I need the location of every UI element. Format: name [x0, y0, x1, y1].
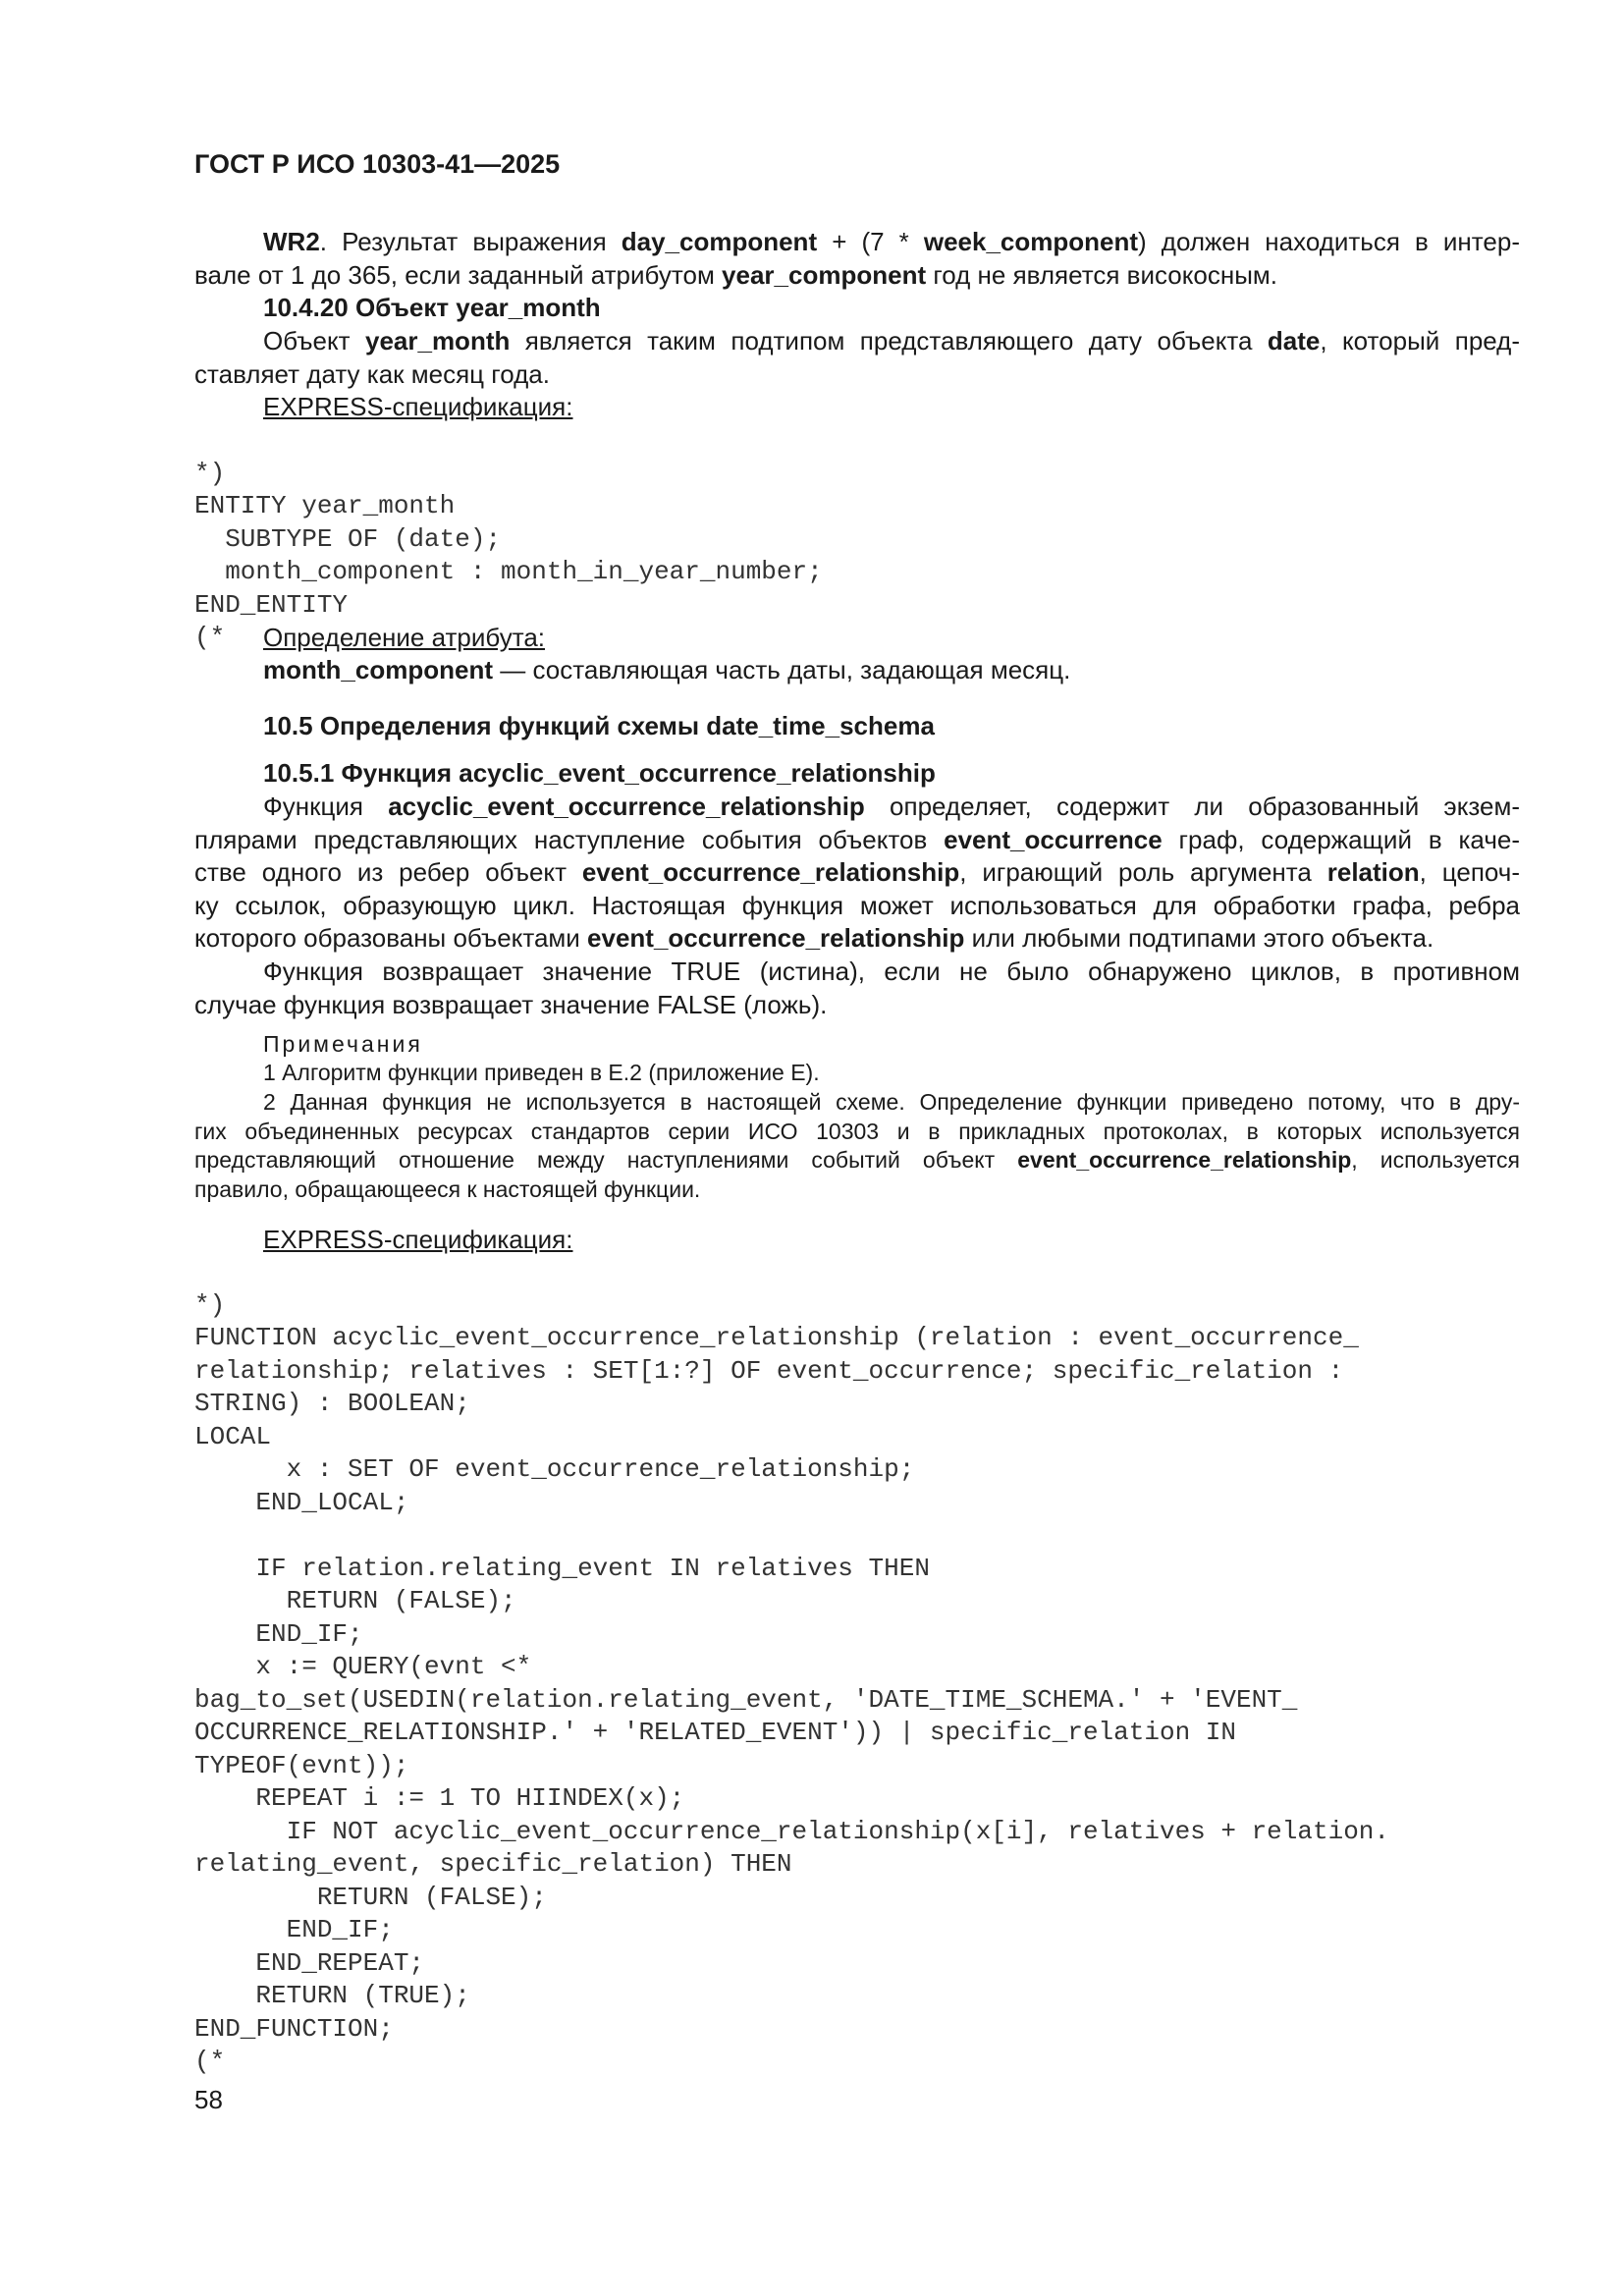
code-line: IF relation.relating_event IN relatives THEN: [194, 1553, 930, 1583]
code-line: RETURN (FALSE);: [194, 1586, 516, 1615]
note-2-line-1: 2 Данная функция не используется в настоящей схеме. Определение функции приведено потому, что в дру-: [263, 1089, 1520, 1115]
code-line: TYPEOF(evnt));: [194, 1750, 409, 1780]
code-line: x : SET OF event_occurrence_relationship;: [194, 1454, 915, 1484]
code-line: x := QUERY(evnt <*: [194, 1652, 532, 1681]
attribute-definition: month_component — составляющая часть даты, задающая месяц.: [263, 655, 1071, 684]
year-month-line-1: Объект year_month является таким подтипом представляющего дату объекта date, который пред-: [263, 326, 1520, 355]
express-spec-label-1: EXPRESS-спецификация:: [263, 392, 573, 421]
code-line: relationship; relatives : SET[1:?] OF event_occurrence; specific_relation :: [194, 1355, 1344, 1386]
code-line: FUNCTION acyclic_event_occurrence_relationship (relation : event_occurrence_: [194, 1323, 1359, 1352]
page-number: 58: [194, 2085, 223, 2114]
express-code-function: [194, 1256, 1389, 2111]
code-line: OCCURRENCE_RELATIONSHIP.' + 'RELATED_EVENT')) | specific_relation IN: [194, 1718, 1236, 1747]
func-desc-line-5: которого образованы объектами event_occurrence_relationship или любыми подтипами этого объекта.: [194, 923, 1434, 953]
func-return-line-1: Функция возвращает значение TRUE (истина), если не было обнаружено циклов, в противном: [263, 957, 1520, 986]
func-return-line-2: случае функция возвращает значение FALSE (ложь).: [194, 989, 828, 1019]
note-1: 1 Алгоритм функции приведен в Е.2 (приложение Е).: [263, 1060, 820, 1085]
code-line: END_IF;: [194, 1915, 394, 1944]
section-heading-10-5: 10.5 Определения функций схемы date_time_schema: [263, 711, 935, 740]
code-line: [194, 1519, 1389, 1553]
code-line: END_REPEAT;: [194, 1947, 425, 1978]
attribute-definition-label: Определение атрибута:: [263, 623, 546, 652]
year-month-paragraph: [194, 325, 1520, 391]
code-line: (*: [194, 623, 226, 652]
code-line: END_ENTITY: [194, 589, 349, 620]
code-line: *): [194, 458, 226, 488]
notes-title: Примечания: [263, 1031, 423, 1057]
code-line: REPEAT i := 1 TO HIINDEX(x);: [194, 1783, 685, 1813]
func-desc-line-2: плярами представляющих наступление события объектов event_occurrence граф, содержащий в каче-: [194, 824, 1520, 854]
section-heading-10-4-20: 10.4.20 Объект year_month: [263, 293, 601, 322]
code-line: ENTITY year_month: [194, 491, 456, 520]
code-line: IF NOT acyclic_event_occurrence_relationship(x[i], relatives + relation.: [194, 1816, 1389, 1846]
code-line: LOCAL: [194, 1421, 272, 1451]
code-line: (*: [194, 2047, 226, 2076]
code-line: END_IF;: [194, 1618, 363, 1649]
wr2-line-2: вале от 1 до 365, если заданный атрибутом year_component год не является високосным.: [194, 259, 1278, 290]
code-line: END_LOCAL;: [194, 1487, 409, 1517]
code-line: *): [194, 1289, 226, 1320]
code-line: END_FUNCTION;: [194, 2013, 394, 2044]
year-month-line-2: ставляет дату как месяц года.: [194, 358, 550, 389]
note-2-line-4: правило, обращающееся к настоящей функции.: [194, 1175, 701, 1202]
express-spec-label-2: EXPRESS-спецификация:: [263, 1225, 573, 1254]
note-2-line-3: представляющий отношение между наступлениями событий объект event_occurrence_relationship, используется: [194, 1147, 1521, 1173]
code-line: RETURN (TRUE);: [194, 1981, 470, 2010]
code-line: month_component : month_in_year_number;: [194, 557, 823, 586]
code-line: RETURN (FALSE);: [194, 1882, 547, 1912]
wr2-paragraph: [194, 226, 1520, 292]
note-2-line-2: гих объединенных ресурсах стандартов серии ИСО 10303 и в прикладных протоколах, в которых используется: [194, 1118, 1520, 1144]
code-line: SUBTYPE OF (date);: [194, 523, 502, 554]
function-description-paragraph: [194, 791, 1520, 956]
note-2: [194, 1088, 1520, 1204]
code-line: bag_to_set(USEDIN(relation.relating_event, 'DATE_TIME_SCHEMA.' + 'EVENT_: [194, 1684, 1298, 1715]
section-heading-10-5-1: 10.5.1 Функция acyclic_event_occurrence_relationship: [263, 758, 936, 788]
func-desc-line-3: стве одного из ребер объект event_occurrence_relationship, играющий роль аргумента relation, цепоч-: [194, 857, 1520, 887]
code-line: relating_event, specific_relation) THEN: [194, 1849, 792, 1879]
document-header: ГОСТ Р ИСО 10303-41—2025: [194, 149, 561, 179]
code-line: STRING) : BOOLEAN;: [194, 1389, 470, 1418]
func-desc-line-4: ку ссылок, образующую цикл. Настоящая функция может использоваться для обработки графа, ребра: [194, 890, 1520, 920]
function-return-paragraph: [194, 956, 1520, 1021]
wr2-line-1: WR2. Результат выражения day_component + (7 * week_component) должен находиться в интер-: [263, 227, 1520, 256]
func-desc-line-1: Функция acyclic_event_occurrence_relationship определяет, содержит ли образованный экзем-: [263, 792, 1520, 821]
